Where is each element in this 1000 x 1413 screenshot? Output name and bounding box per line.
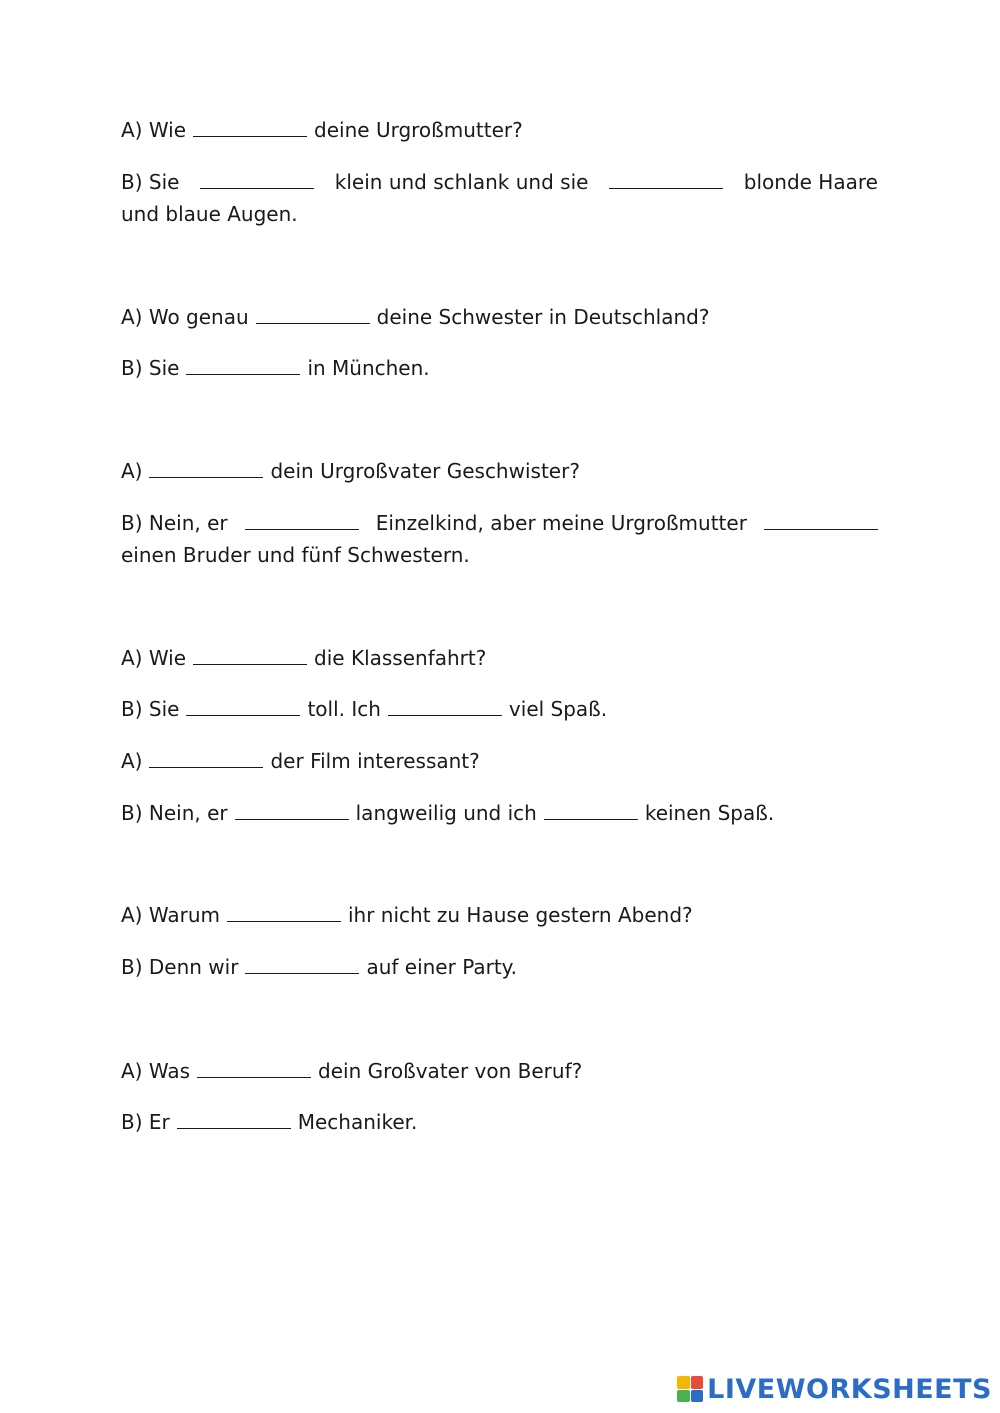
- answer-blank[interactable]: [186, 695, 300, 716]
- answer-blank[interactable]: [193, 116, 307, 137]
- text-segment: Mechaniker.: [297, 1110, 418, 1134]
- text-segment: B) Denn wir: [121, 955, 239, 979]
- text-segment: dein Großvater von Beruf?: [318, 1059, 583, 1083]
- answer-blank[interactable]: [197, 1057, 311, 1078]
- dialogue-4-answer-2: [121, 797, 878, 829]
- text-segment: A) Wo genau: [121, 305, 249, 329]
- text-segment: A): [121, 459, 143, 483]
- text-segment: klein und schlank und sie: [334, 170, 589, 194]
- text-segment: B) Nein, er: [121, 511, 228, 535]
- answer-blank[interactable]: [193, 644, 307, 665]
- text-segment: A) Warum: [121, 903, 220, 927]
- answer-blank[interactable]: [544, 799, 638, 820]
- dialogue-1-answer-line-2: und blaue Augen.: [121, 202, 298, 226]
- text-segment: B) Sie: [121, 170, 180, 194]
- text-segment: toll. Ich: [307, 697, 381, 721]
- dialogue-5-question: [121, 899, 878, 931]
- dialogue-1-question: [121, 114, 878, 146]
- text-segment: B) Er: [121, 1110, 170, 1134]
- text-segment: ihr nicht zu Hause gestern Abend?: [347, 903, 693, 927]
- text-segment: keinen Spaß.: [644, 801, 775, 825]
- dialogue-5-answer: [121, 951, 878, 983]
- text-segment: der Film interessant?: [270, 749, 480, 773]
- text-segment: A) Was: [121, 1059, 191, 1083]
- answer-blank[interactable]: [256, 303, 370, 324]
- text-segment: B) Nein, er: [121, 801, 228, 825]
- answer-blank[interactable]: [200, 168, 314, 189]
- dialogue-1-answer-line-1: [121, 166, 878, 198]
- answer-blank[interactable]: [235, 799, 349, 820]
- dialogue-6-question: [121, 1055, 878, 1087]
- text-segment: viel Spaß.: [508, 697, 608, 721]
- text-segment: B) Sie: [121, 356, 180, 380]
- text-segment: A) Wie: [121, 118, 187, 142]
- logo-text: LIVEWORKSHEETS: [707, 1373, 992, 1405]
- answer-blank[interactable]: [609, 168, 723, 189]
- answer-blank[interactable]: [149, 747, 263, 768]
- answer-blank[interactable]: [388, 695, 502, 716]
- text-segment: langweilig und ich: [355, 801, 537, 825]
- text-segment: deine Urgroßmutter?: [314, 118, 523, 142]
- dialogue-2-answer: [121, 352, 878, 384]
- answer-blank[interactable]: [764, 509, 878, 530]
- dialogue-6-answer: [121, 1106, 878, 1138]
- liveworksheets-cube-icon: [677, 1376, 703, 1402]
- answer-blank[interactable]: [186, 354, 300, 375]
- text-segment: auf einer Party.: [366, 955, 518, 979]
- liveworksheets-logo[interactable]: [677, 1371, 992, 1407]
- dialogue-3-answer-line-1: [121, 507, 878, 539]
- answer-blank[interactable]: [177, 1108, 291, 1129]
- text-segment: A) Wie: [121, 646, 187, 670]
- dialogue-4-question-2: [121, 745, 878, 777]
- text-segment: A): [121, 749, 143, 773]
- dialogue-3-answer-line-2: einen Bruder und fünf Schwestern.: [121, 543, 470, 567]
- answer-blank[interactable]: [245, 509, 359, 530]
- answer-blank[interactable]: [245, 953, 359, 974]
- dialogue-4-answer-1: [121, 693, 878, 725]
- dialogue-3-question: [121, 455, 878, 487]
- text-segment: B) Sie: [121, 697, 180, 721]
- text-segment: die Klassenfahrt?: [314, 646, 487, 670]
- answer-blank[interactable]: [227, 901, 341, 922]
- answer-blank[interactable]: [149, 457, 263, 478]
- dialogue-2-question: [121, 301, 878, 333]
- text-segment: dein Urgroßvater Geschwister?: [270, 459, 580, 483]
- dialogue-4-question-1: [121, 642, 878, 674]
- text-segment: deine Schwester in Deutschland?: [376, 305, 710, 329]
- text-segment: in München.: [307, 356, 430, 380]
- text-segment: Einzelkind, aber meine Urgroßmutter: [375, 511, 747, 535]
- text-segment: blonde Haare: [743, 170, 878, 194]
